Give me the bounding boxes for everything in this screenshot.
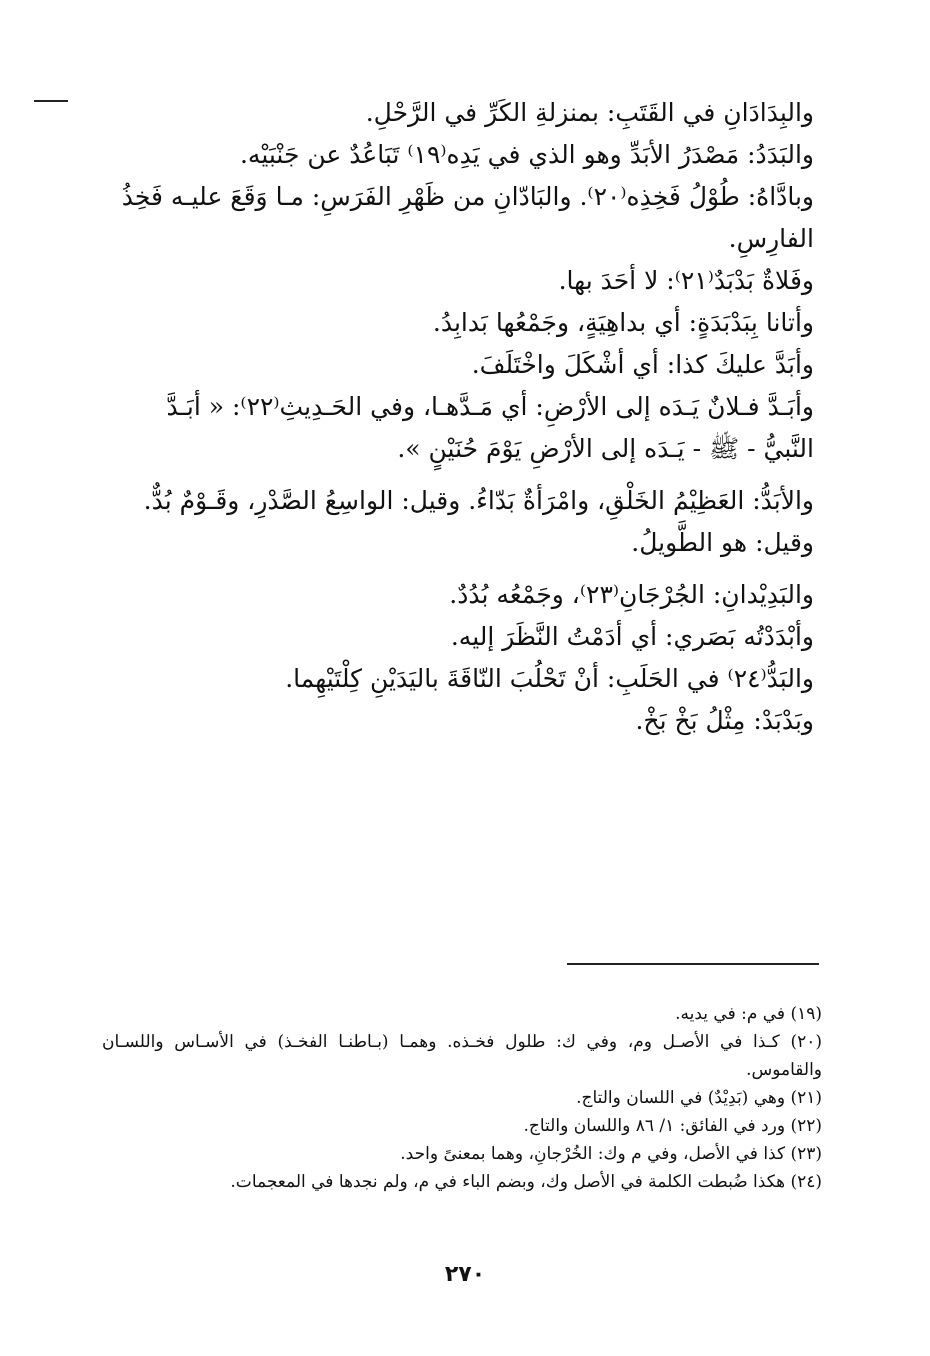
- text-line: وأبْدَدْتُه بَصَري: أي أدَمْتُ النَّظَرَ إليه.: [450, 622, 814, 651]
- text-line: وأبَـدَّ فـلانٌ يَـدَه إلى الأرْضِ: أي مَـدَّهـا، وفي الحَـدِيثِ⁽٢٢⁾: « أبَـدَّ: [166, 392, 814, 421]
- text-line: والبَدُّ⁽٢٤⁾ في الحَلَبِ: أنْ تَحْلُبَ النّاقَةَ باليَدَيْنِ كِلْتَيْهِما.: [285, 664, 814, 693]
- text-line: وفَلاةٌ بَدْبَدٌ⁽٢١⁾: لا أحَدَ بها.: [558, 266, 814, 295]
- footnote: (١٩) في م: في يديه.: [675, 1004, 822, 1024]
- text-line: وقيل: هو الطَّويلُ.: [631, 528, 814, 557]
- text-line: وبَدْبَدْ: مِثْلُ بَخْ بَخْ.: [635, 706, 814, 735]
- spacer: [114, 564, 814, 574]
- text-line: النَّبيُّ - ﷺ - يَـدَه إلى الأرْضِ يَوْمَ حُنَيْنٍ ».: [397, 434, 814, 463]
- footnote: (٢٤) هكذا ضُبطت الكلمة في الأصل وك، وبضم الباء في م، ولم نجدها في المعجمات.: [230, 1172, 822, 1192]
- footnote: (٢٢) ورد في الفائق: ١/ ٨٦ واللسان والتاج.: [523, 1116, 822, 1136]
- text-line: والأبَدُّ: العَظِيْمُ الخَلْقِ، وامْرَأةٌ بَدّاءُ. وقيل: الواسِعُ الصَّدْرِ، وقَـوْمٌ بُدٌّ.: [143, 486, 814, 515]
- footnote: (٢١) وهي (بَدِيْدٌ) في اللسان والتاج.: [576, 1088, 822, 1108]
- text-line: والبِدَادَانِ في القَتَبِ: بمنزلةِ الكَرِّ في الرَّحْلِ.: [365, 98, 814, 127]
- footnote: (٢٣) كذا في الأصل، وفي م وك: الخُرْجانِ، وهما بمعنىً واحد.: [400, 1144, 822, 1164]
- text-line: والبَدَدُ: مَصْدَرُ الأبَدِّ وهو الذي في يَدِه⁽١٩⁾ تَبَاعُدٌ عن جَنْبَيْه.: [239, 140, 814, 169]
- text-line: الفارِسِ.: [728, 224, 814, 253]
- text-line: وأبَدَّ عليكَ كذا: أي أشْكَلَ واخْتَلَفَ.: [471, 350, 814, 379]
- footnote: (٢٠) كـذا في الأصـل وم، وفي ك: طلول فخـذه. وهمـا (بـاطنـا الفخـذ) في الأسـاس واللسـان والقاموس.: [102, 1032, 822, 1080]
- spacer: [114, 470, 814, 480]
- main-text: [114, 92, 814, 742]
- page-number: ٢٧٠: [444, 1262, 486, 1287]
- text-line: والبَدِيْدانِ: الجُرْجَانِ⁽٢٣⁾، وجَمْعُه بُدُدٌ.: [449, 580, 814, 609]
- footnote-rule: [567, 963, 819, 965]
- text-line: وبادَّاهُ: طُوْلُ فَخِذِه⁽٢٠⁾. والبَادّانِ من ظَهْرِ الفَرَسِ: مـا وَقَعَ عليـه فَخِذُ: [121, 182, 814, 211]
- text-line: وأتانا بِبَدْبَدَةٍ: أي بداهِيَةٍ، وجَمْعُها بَدابِدُ.: [432, 308, 814, 337]
- footnotes: [102, 1000, 822, 1196]
- margin-mark: [34, 100, 68, 102]
